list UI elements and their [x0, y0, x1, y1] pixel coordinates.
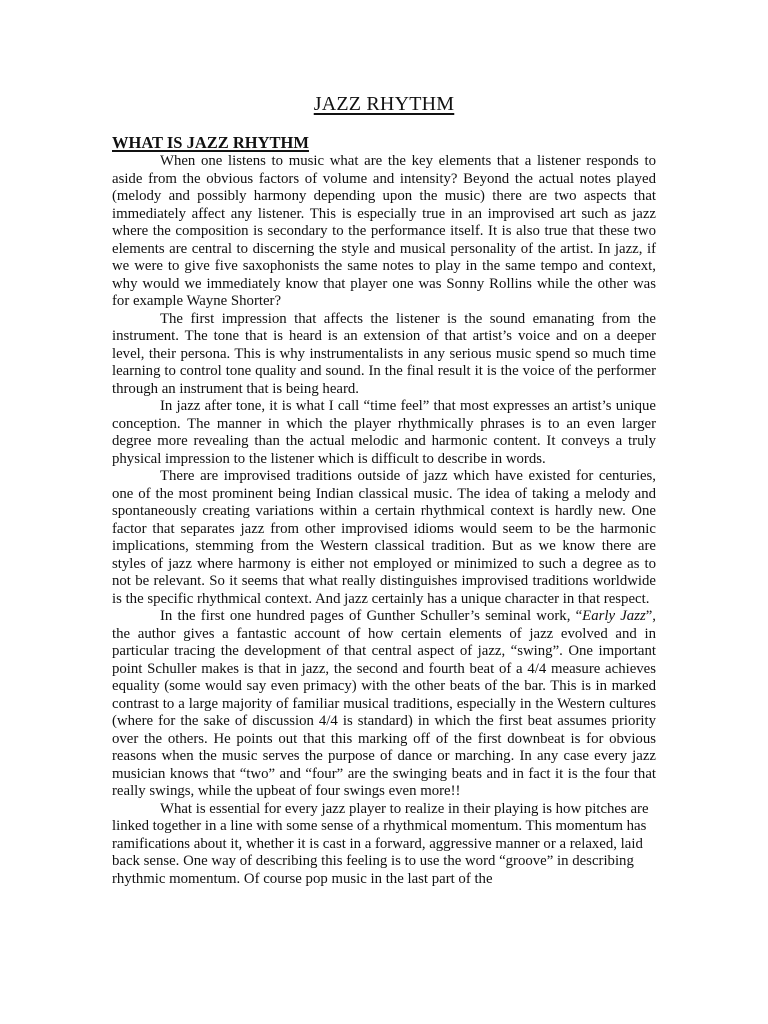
paragraph-3: In jazz after tone, it is what I call “time feel” that most expresses an artist’s unique conception. The manner in which the player rhythmically phrases is to an even larger degree more revealing than the actual melodic and harmonic content. It conveys a truly physical impression to the listener which is difficult to describe in words. [112, 398, 656, 467]
paragraph-4: There are improvised traditions outside of jazz which have existed for centuries, one of the most prominent being Indian classical music. The idea of taking a melody and spontaneously creating variations within a certain rhythmical context is hardly new. One factor that separates jazz from other improvised idioms would seem to be the harmonic implications, stemming from the Western classical tradition. But as we know there are styles of jazz where harmony is either not employed or minimized to such a degree as to not be relevant. So it seems that what really distinguishes improvised traditions worldwide is the specific rhythmical context. And jazz certainly has a unique character in that respect. [112, 468, 656, 607]
paragraph-1: When one listens to music what are the key elements that a listener responds to aside from the obvious factors of volume and intensity? Beyond the actual notes played (melody and possibly harmony depending upon the music) there are two aspects that immediately affect any listener. This is especially true in an improvised art such as jazz where the composition is secondary to the performance itself. It is also true that these two elements are central to discerning the style and musical personality of the artist. In jazz, if we were to give five saxophonists the same notes to play in the same tempo and context, why would we immediately know that player one was Sonny Rollins while the other was for example Wayne Shorter? [112, 153, 656, 309]
section-heading: WHAT IS JAZZ RHYTHM [112, 133, 309, 152]
document-body [112, 133, 656, 888]
paragraph-6: What is essential for every jazz player to realize in their playing is how pitches are linked together in a line with some sense of a rhythmical momentum. This momentum has ramifications about it, whether it is cast in a forward, aggressive manner or a relaxed, laid back sense. One way of describing this feeling is to use the word “groove” in describing rhythmic momentum. Of course pop music in the last part of the [112, 800, 649, 887]
document-title: JAZZ RHYTHM [313, 93, 455, 115]
paragraph-5-lead: In the first one hundred pages of Gunther Schuller’s seminal work, “ [160, 608, 583, 624]
paragraph-5 [112, 608, 656, 801]
paragraph-5-rest: ”, the author gives a fantastic account of how certain elements of jazz evolved and in particular tracing the development of that central aspect of jazz, “swing”. One important point Schuller makes is that in jazz, the second and fourth beat of a 4/4 measure achieves equality (some would say even primacy) with the other beats of the bar. This is in marked contrast to a large majority of familiar musical traditions, especially in the Western cultures (where for the sake of discussion 4/4 is standard) in which the first beat assumes priority over the others. He points out that this marking off of the first downbeat is for obvious reasons when the music serves the purpose of dance or marching. In any case every jazz musician knows that “two” and “four” are the swinging beats and in fact it is the four that really swings, while the upbeat of four swings even more!! [112, 608, 657, 799]
paragraph-2: The first impression that affects the listener is the sound emanating from the instrument. The tone that is heard is an extension of that artist’s voice and on a deeper level, their persona. This is why instrumentalists in any serious music spend so much time learning to control tone quality and sound. In the final result it is the voice of the performer through an instrument that is being heard. [112, 310, 656, 397]
book-title: Early Jazz [582, 608, 646, 624]
